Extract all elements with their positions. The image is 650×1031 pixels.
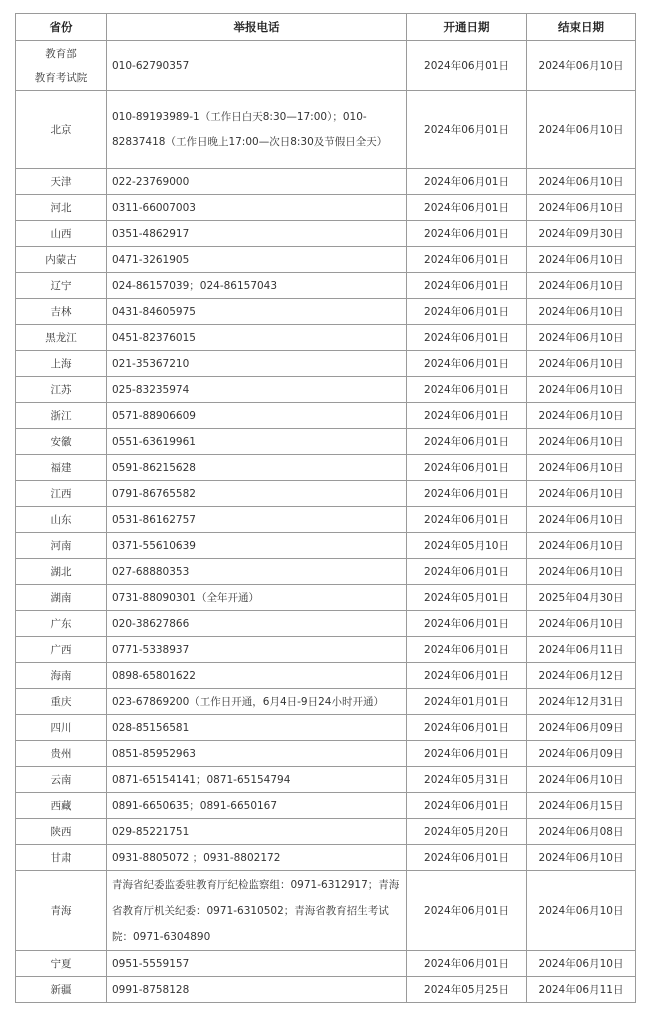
table-row bbox=[16, 663, 636, 689]
start-date-cell: 2024年06月01日 bbox=[407, 91, 527, 169]
phone-cell: 0571-88906609 bbox=[107, 403, 407, 429]
start-date-cell: 2024年06月01日 bbox=[407, 663, 527, 689]
phone-cell: 0431-84605975 bbox=[107, 299, 407, 325]
province-cell: 山西 bbox=[16, 221, 107, 247]
table-row bbox=[16, 429, 636, 455]
start-date-cell: 2024年06月01日 bbox=[407, 455, 527, 481]
province-cell: 重庆 bbox=[16, 689, 107, 715]
phone-cell: 青海省纪委监委驻教育厅纪检监察组：0971-6312917；青海省教育厅机关纪委：0971-6310502；青海省教育招生考试院：0971-6304890 bbox=[107, 871, 407, 951]
report-phone-table-container bbox=[15, 13, 636, 1003]
end-date-cell: 2024年06月10日 bbox=[527, 429, 636, 455]
phone-cell: 010-62790357 bbox=[107, 41, 407, 91]
province-cell: 上海 bbox=[16, 351, 107, 377]
start-date-cell: 2024年06月01日 bbox=[407, 845, 527, 871]
report-phone-table bbox=[15, 13, 636, 1003]
table-body bbox=[16, 41, 636, 1003]
phone-cell: 027-68880353 bbox=[107, 559, 407, 585]
table-row bbox=[16, 247, 636, 273]
province-cell: 福建 bbox=[16, 455, 107, 481]
end-date-cell: 2024年06月11日 bbox=[527, 637, 636, 663]
end-date-cell: 2024年06月10日 bbox=[527, 195, 636, 221]
start-date-cell: 2024年06月01日 bbox=[407, 611, 527, 637]
end-date-cell: 2024年09月30日 bbox=[527, 221, 636, 247]
end-date-cell: 2024年06月10日 bbox=[527, 403, 636, 429]
province-cell: 四川 bbox=[16, 715, 107, 741]
province-cell: 湖南 bbox=[16, 585, 107, 611]
phone-cell: 0791-86765582 bbox=[107, 481, 407, 507]
phone-cell: 025-83235974 bbox=[107, 377, 407, 403]
province-cell: 教育部 教育考试院 bbox=[16, 41, 107, 91]
start-date-cell: 2024年06月01日 bbox=[407, 403, 527, 429]
table-row bbox=[16, 611, 636, 637]
province-cell: 贵州 bbox=[16, 741, 107, 767]
table-row bbox=[16, 273, 636, 299]
table-row bbox=[16, 221, 636, 247]
table-row bbox=[16, 741, 636, 767]
phone-cell: 010-89193989-1（工作日白天8:30—17:00）；010-82837418（工作日晚上17:00—次日8:30及节假日全天） bbox=[107, 91, 407, 169]
province-cell: 湖北 bbox=[16, 559, 107, 585]
phone-cell: 024-86157039；024-86157043 bbox=[107, 273, 407, 299]
phone-cell: 0931-8805072 ；0931-8802172 bbox=[107, 845, 407, 871]
table-row bbox=[16, 351, 636, 377]
table-row bbox=[16, 377, 636, 403]
phone-cell: 0951-5559157 bbox=[107, 951, 407, 977]
start-date-cell: 2024年06月01日 bbox=[407, 169, 527, 195]
phone-cell: 0871-65154141；0871-65154794 bbox=[107, 767, 407, 793]
end-date-cell: 2024年06月10日 bbox=[527, 533, 636, 559]
table-row bbox=[16, 819, 636, 845]
province-cell: 江西 bbox=[16, 481, 107, 507]
start-date-cell: 2024年06月01日 bbox=[407, 429, 527, 455]
province-cell: 海南 bbox=[16, 663, 107, 689]
end-date-cell: 2024年06月10日 bbox=[527, 41, 636, 91]
start-date-cell: 2024年06月01日 bbox=[407, 247, 527, 273]
start-date-cell: 2024年06月01日 bbox=[407, 507, 527, 533]
start-date-cell: 2024年05月31日 bbox=[407, 767, 527, 793]
start-date-cell: 2024年06月01日 bbox=[407, 637, 527, 663]
end-date-cell: 2024年06月15日 bbox=[527, 793, 636, 819]
province-cell: 广西 bbox=[16, 637, 107, 663]
phone-cell: 0551-63619961 bbox=[107, 429, 407, 455]
table-row bbox=[16, 169, 636, 195]
start-date-cell: 2024年01月01日 bbox=[407, 689, 527, 715]
phone-cell: 0891-6650635；0891-6650167 bbox=[107, 793, 407, 819]
province-cell: 青海 bbox=[16, 871, 107, 951]
province-cell: 黑龙江 bbox=[16, 325, 107, 351]
table-row bbox=[16, 325, 636, 351]
end-date-cell: 2024年06月10日 bbox=[527, 247, 636, 273]
table-row bbox=[16, 403, 636, 429]
table-header-row bbox=[16, 14, 636, 41]
table-row bbox=[16, 951, 636, 977]
table-row bbox=[16, 91, 636, 169]
province-cell: 安徽 bbox=[16, 429, 107, 455]
phone-cell: 0898-65801622 bbox=[107, 663, 407, 689]
end-date-cell: 2024年06月10日 bbox=[527, 481, 636, 507]
province-cell: 内蒙古 bbox=[16, 247, 107, 273]
start-date-cell: 2024年06月01日 bbox=[407, 41, 527, 91]
province-cell: 宁夏 bbox=[16, 951, 107, 977]
province-cell: 河北 bbox=[16, 195, 107, 221]
start-date-cell: 2024年06月01日 bbox=[407, 299, 527, 325]
start-date-cell: 2024年06月01日 bbox=[407, 481, 527, 507]
header-province: 省份 bbox=[16, 14, 107, 41]
table-row bbox=[16, 793, 636, 819]
end-date-cell: 2024年06月10日 bbox=[527, 611, 636, 637]
end-date-cell: 2024年06月10日 bbox=[527, 559, 636, 585]
table-row bbox=[16, 871, 636, 951]
phone-cell: 0311-66007003 bbox=[107, 195, 407, 221]
phone-cell: 0591-86215628 bbox=[107, 455, 407, 481]
table-row bbox=[16, 299, 636, 325]
phone-cell: 0371-55610639 bbox=[107, 533, 407, 559]
phone-cell: 023-67869200（工作日开通，6月4日-9日24小时开通） bbox=[107, 689, 407, 715]
start-date-cell: 2024年06月01日 bbox=[407, 871, 527, 951]
table-row bbox=[16, 559, 636, 585]
start-date-cell: 2024年06月01日 bbox=[407, 221, 527, 247]
end-date-cell: 2024年06月10日 bbox=[527, 351, 636, 377]
end-date-cell: 2024年06月10日 bbox=[527, 951, 636, 977]
phone-cell: 029-85221751 bbox=[107, 819, 407, 845]
table-row bbox=[16, 689, 636, 715]
table-row bbox=[16, 637, 636, 663]
table-row bbox=[16, 195, 636, 221]
end-date-cell: 2024年06月10日 bbox=[527, 299, 636, 325]
header-phone: 举报电话 bbox=[107, 14, 407, 41]
phone-cell: 022-23769000 bbox=[107, 169, 407, 195]
end-date-cell: 2024年06月09日 bbox=[527, 715, 636, 741]
start-date-cell: 2024年06月01日 bbox=[407, 325, 527, 351]
phone-cell: 028-85156581 bbox=[107, 715, 407, 741]
end-date-cell: 2024年12月31日 bbox=[527, 689, 636, 715]
phone-cell: 0351-4862917 bbox=[107, 221, 407, 247]
end-date-cell: 2024年06月11日 bbox=[527, 977, 636, 1003]
phone-cell: 0531-86162757 bbox=[107, 507, 407, 533]
start-date-cell: 2024年06月01日 bbox=[407, 741, 527, 767]
phone-cell: 021-35367210 bbox=[107, 351, 407, 377]
province-cell: 江苏 bbox=[16, 377, 107, 403]
table-row bbox=[16, 455, 636, 481]
table-row bbox=[16, 533, 636, 559]
end-date-cell: 2024年06月10日 bbox=[527, 507, 636, 533]
province-cell: 河南 bbox=[16, 533, 107, 559]
start-date-cell: 2024年05月20日 bbox=[407, 819, 527, 845]
table-row bbox=[16, 585, 636, 611]
end-date-cell: 2024年06月10日 bbox=[527, 377, 636, 403]
table-row bbox=[16, 41, 636, 91]
end-date-cell: 2024年06月10日 bbox=[527, 767, 636, 793]
province-cell: 浙江 bbox=[16, 403, 107, 429]
end-date-cell: 2024年06月08日 bbox=[527, 819, 636, 845]
province-cell: 山东 bbox=[16, 507, 107, 533]
phone-cell: 0471-3261905 bbox=[107, 247, 407, 273]
end-date-cell: 2025年04月30日 bbox=[527, 585, 636, 611]
province-cell: 西藏 bbox=[16, 793, 107, 819]
phone-cell: 0451-82376015 bbox=[107, 325, 407, 351]
province-cell: 广东 bbox=[16, 611, 107, 637]
province-cell: 甘肃 bbox=[16, 845, 107, 871]
start-date-cell: 2024年06月01日 bbox=[407, 793, 527, 819]
end-date-cell: 2024年06月10日 bbox=[527, 455, 636, 481]
start-date-cell: 2024年05月01日 bbox=[407, 585, 527, 611]
province-cell: 天津 bbox=[16, 169, 107, 195]
province-cell: 辽宁 bbox=[16, 273, 107, 299]
start-date-cell: 2024年06月01日 bbox=[407, 351, 527, 377]
province-cell: 陕西 bbox=[16, 819, 107, 845]
phone-cell: 0991-8758128 bbox=[107, 977, 407, 1003]
end-date-cell: 2024年06月10日 bbox=[527, 91, 636, 169]
end-date-cell: 2024年06月09日 bbox=[527, 741, 636, 767]
phone-cell: 0731-88090301（全年开通） bbox=[107, 585, 407, 611]
province-cell: 北京 bbox=[16, 91, 107, 169]
table-row bbox=[16, 715, 636, 741]
end-date-cell: 2024年06月12日 bbox=[527, 663, 636, 689]
end-date-cell: 2024年06月10日 bbox=[527, 845, 636, 871]
end-date-cell: 2024年06月10日 bbox=[527, 871, 636, 951]
phone-cell: 0771-5338937 bbox=[107, 637, 407, 663]
province-cell: 新疆 bbox=[16, 977, 107, 1003]
header-start-date: 开通日期 bbox=[407, 14, 527, 41]
end-date-cell: 2024年06月10日 bbox=[527, 325, 636, 351]
table-row bbox=[16, 481, 636, 507]
phone-cell: 0851-85952963 bbox=[107, 741, 407, 767]
start-date-cell: 2024年05月10日 bbox=[407, 533, 527, 559]
table-row bbox=[16, 507, 636, 533]
start-date-cell: 2024年06月01日 bbox=[407, 951, 527, 977]
start-date-cell: 2024年06月01日 bbox=[407, 195, 527, 221]
start-date-cell: 2024年06月01日 bbox=[407, 273, 527, 299]
header-end-date: 结束日期 bbox=[527, 14, 636, 41]
table-row bbox=[16, 845, 636, 871]
table-row bbox=[16, 767, 636, 793]
start-date-cell: 2024年06月01日 bbox=[407, 559, 527, 585]
province-cell: 吉林 bbox=[16, 299, 107, 325]
province-cell: 云南 bbox=[16, 767, 107, 793]
phone-cell: 020-38627866 bbox=[107, 611, 407, 637]
start-date-cell: 2024年06月01日 bbox=[407, 377, 527, 403]
start-date-cell: 2024年06月01日 bbox=[407, 715, 527, 741]
table-row bbox=[16, 977, 636, 1003]
end-date-cell: 2024年06月10日 bbox=[527, 273, 636, 299]
start-date-cell: 2024年05月25日 bbox=[407, 977, 527, 1003]
end-date-cell: 2024年06月10日 bbox=[527, 169, 636, 195]
